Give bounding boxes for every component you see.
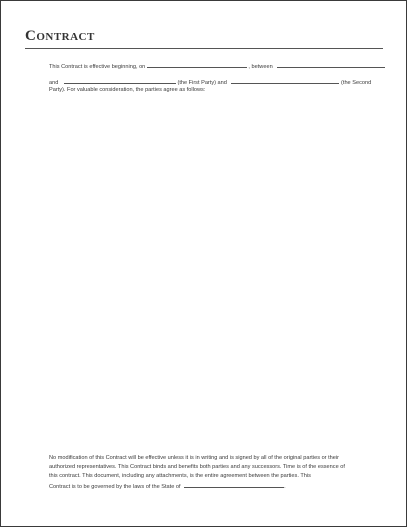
closing-line-2: authorized representatives. This Contract binds and benefits both parties and any successors. Time is of the essence of [49, 464, 345, 470]
closing-period: . [284, 484, 286, 490]
closing-line-3: this contract. This document, including any attachments, is the entire agreement between the parties. This [49, 473, 311, 479]
first-party-address-blank[interactable] [64, 77, 176, 84]
second-party-name-blank[interactable] [231, 77, 339, 84]
intro-text-effective: This Contract is effective beginning, on [49, 64, 146, 70]
intro-text-second: (the Second [341, 80, 372, 86]
closing-line-1: No modification of this Contract will be effective unless it is in writing and is signed by all of the original parties or their [49, 455, 339, 461]
closing-line-4 [49, 481, 286, 492]
page-title: Contract [25, 28, 95, 44]
governing-state-blank[interactable] [184, 481, 284, 488]
closing-text-governed: Contract is to be governed by the laws of the State of [49, 484, 181, 490]
intro-text-first-party: (the First Party) and [177, 80, 227, 86]
intro-line-3 [49, 86, 205, 95]
intro-line-1 [49, 61, 385, 72]
intro-text-consideration: Party). For valuable consideration, the parties agree as follows: [49, 87, 206, 93]
effective-date-blank[interactable] [147, 61, 247, 68]
intro-text-and: and [49, 80, 59, 86]
title-divider [25, 48, 383, 49]
intro-text-between: , between [248, 64, 273, 70]
first-party-name-blank[interactable] [277, 61, 385, 68]
